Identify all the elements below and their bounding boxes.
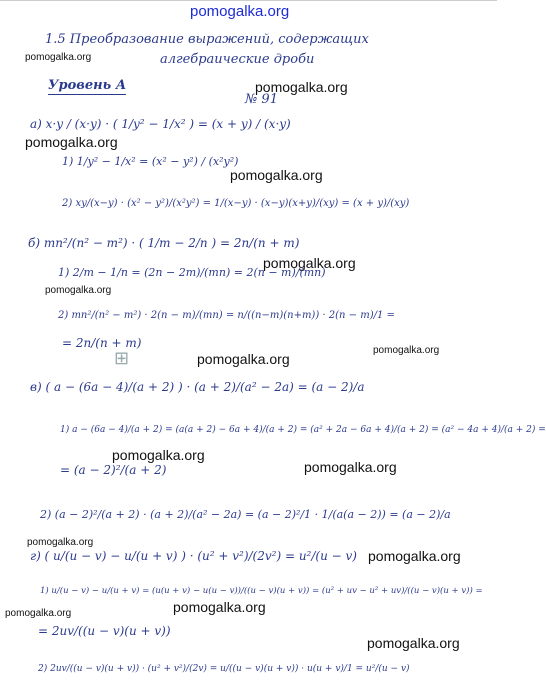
- watermark: pomogalka.org: [173, 599, 266, 615]
- watermark: pomogalka.org: [112, 447, 205, 463]
- watermark: pomogalka.org: [373, 345, 440, 356]
- section-heading-cont: алгебраические дроби: [160, 52, 315, 67]
- part-b-statement: б) mn²/(n² − m²) · ( 1/m − 2/n ) = 2n/(n + m): [28, 236, 300, 250]
- watermark: pomogalka.org: [5, 608, 72, 619]
- part-a-step-1: 1) 1/y² − 1/x² = (x² − y²) / (x²y²): [62, 155, 239, 168]
- watermark: pomogalka.org: [263, 255, 356, 271]
- watermark: pomogalka.org: [230, 167, 323, 183]
- section-heading: 1.5 Преобразование выражений, содержащих: [45, 32, 369, 47]
- watermark: pomogalka.org: [45, 285, 112, 296]
- part-g-step-1: 1) u/(u − v) − u/(u + v) = (u(u + v) − u(u − v))/((u − v)(u + v)) = (u² + uv − u² + uv)/((u − v)(u + v)) =: [40, 586, 483, 596]
- part-a-step-2: 2) xy/(x−y) · (x² − y²)/(x²y²) = 1/(x−y) · (x−y)(x+y)/(xy) = (x + y)/(xy): [62, 198, 410, 209]
- part-a-statement: а) x·y / (x·y) · ( 1/y² − 1/x² ) = (x + y) / (x·y): [30, 117, 291, 131]
- level-heading: Уровень А: [48, 78, 127, 93]
- part-v-step-2: 2) (a − 2)²/(a + 2) · (a + 2)/(a² − 2a) = (a − 2)²/1 · 1/(a(a − 2)) = (a − 2)/a: [40, 508, 451, 521]
- part-g-statement: г) ( u/(u − v) − u/(u + v) ) · (u² + v²)/(2v²) = u²/(u − v): [30, 549, 357, 563]
- watermark: pomogalka.org: [255, 79, 348, 95]
- part-v-step-1: 1) a − (6a − 4)/(a + 2) = (a(a + 2) − 6a + 4)/(a + 2) = (a² + 2a − 6a + 4)/(a + 2) = (a² − 4a + 4)/(a + 2) =: [60, 425, 546, 435]
- watermark: pomogalka.org: [27, 537, 94, 548]
- part-b-step-2: 2) mn²/(n² − m²) · 2(n − m)/(mn) = n/((n−m)(n+m)) · 2(n − m)/1 =: [58, 310, 395, 321]
- part-b-result: = 2n/(n + m): [62, 336, 142, 350]
- watermark: pomogalka.org: [25, 52, 92, 63]
- watermark: pomogalka.org: [197, 351, 290, 367]
- watermark-top: pomogalka.org: [190, 3, 290, 20]
- part-g-step-2: 2) 2uv/((u − v)(u + v)) · (u² + v²)/(2v) = u/((u − v)(u + v)) · u(u + v)/1 = u²/(u − v): [38, 664, 410, 674]
- top-border: [0, 0, 497, 1]
- watermark: pomogalka.org: [304, 459, 397, 475]
- watermark: pomogalka.org: [368, 548, 461, 564]
- part-g-step-1-result: = 2uv/((u − v)(u + v)): [38, 624, 171, 638]
- faint-mark: ⊞: [114, 348, 130, 369]
- watermark: pomogalka.org: [367, 635, 460, 651]
- exercise-number: № 91: [245, 92, 278, 107]
- watermark: pomogalka.org: [25, 134, 118, 150]
- part-v-step-1-result: = (a − 2)²/(a + 2): [60, 463, 167, 477]
- part-b-step-1: 1) 2/m − 1/n = (2n − 2m)/(mn) = 2(n − m)/(mn): [58, 266, 326, 279]
- part-v-statement: в) ( a − (6a − 4)/(a + 2) ) · (a + 2)/(a² − 2a) = (a − 2)/a: [30, 380, 365, 394]
